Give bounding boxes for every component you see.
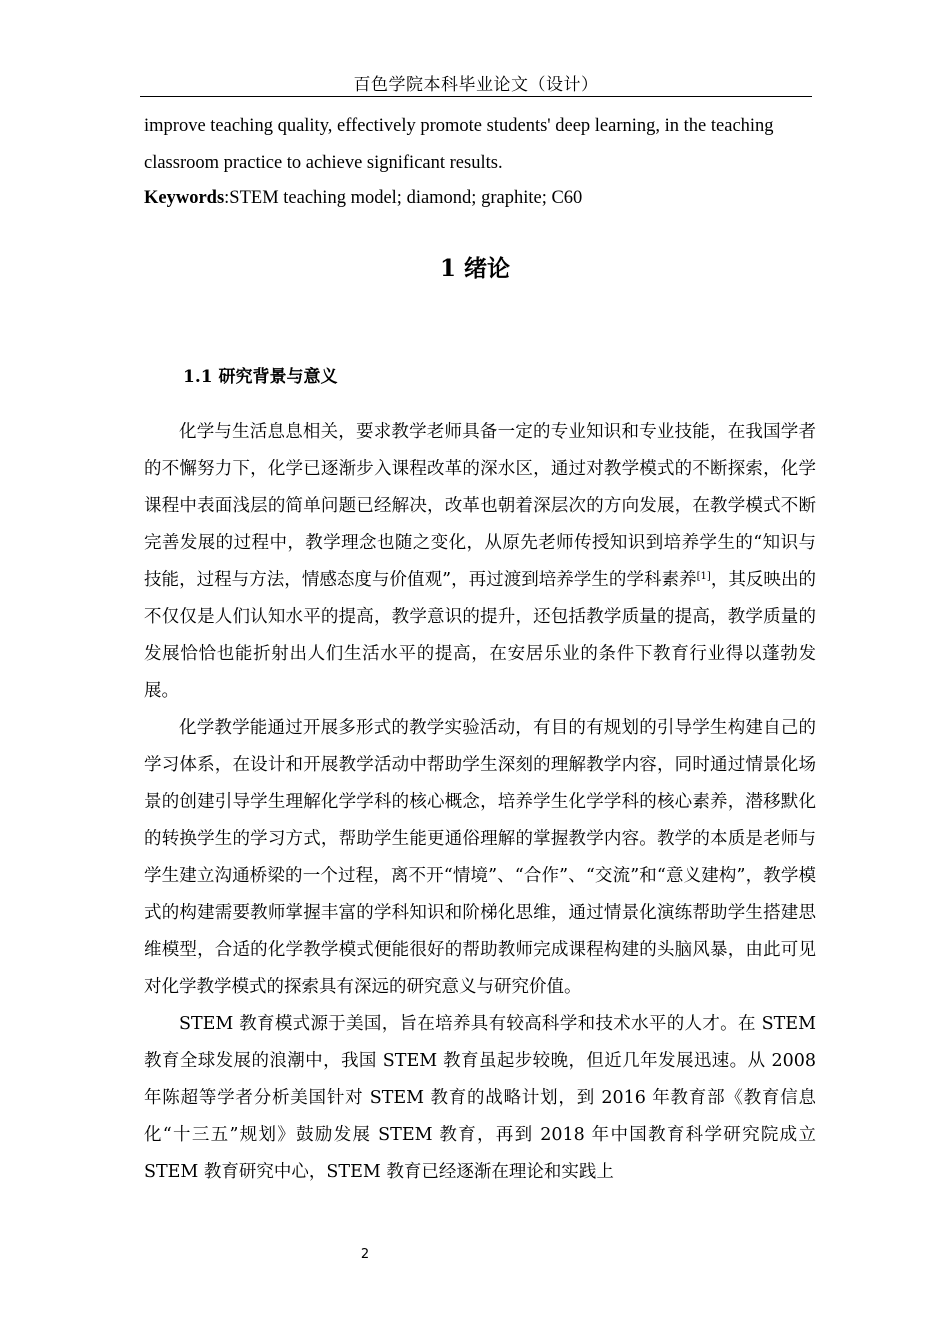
header-rule [140,96,812,97]
keywords-text: :STEM teaching model; diamond; graphite; C60 [224,188,583,208]
paragraph-1 [144,414,816,710]
page-number: 2 [360,1247,370,1262]
keywords-label: Keywords [144,188,225,208]
paragraph-1-text-b: ，其反映出的不仅仅是人们认知水平的提高，教学意识的提升，还包括教学质量的提高，教学质量的发展恰恰也能折射出人们生活水平的提高，在安居乐业的条件下教育行业得以蓬勃发展。 [144,570,816,701]
paragraph-1-text-a: 化学与生活息息相关，要求教学老师具备一定的专业知识和专业技能，在我国学者的不懈努力下，化学已逐渐步入课程改革的深水区，通过对教学模式的不断探索，化学课程中表面浅层的简单问题已经解决，改革也朝着深层次的方向发展，在教学模式不断完善发展的过程中，教学理念也随之变化，从原先老师传授知识到培养学生的“知识与技能，过程与方法，情感态度与价值观”，再过渡到培养学生的学科素养 [144,422,816,590]
paragraph-2: 化学教学能通过开展多形式的教学实验活动，有目的有规划的引导学生构建自己的学习体系，在设计和开展教学活动中帮助学生深刻的理解教学内容，同时通过情景化场景的创建引导学生理解化学学科的核心概念，培养学生化学学科的核心素养，潜移默化的转换学生的学习方式，帮助学生能更通俗理解的掌握教学内容。教学的本质是老师与学生建立沟通桥梁的一个过程，离不开“情境”、“合作”、“交流”和“意义建构”，教学模式的构建需要教师掌握丰富的学科知识和阶梯化思维，通过情景化演练帮助学生搭建思维模型，合适的化学教学模式便能很好的帮助教师完成课程构建的头脑风暴，由此可见对化学教学模式的探索具有深远的研究意义与研究价值。 [144,718,816,997]
chapter-title: 1 绪论 [439,255,510,282]
section-title: 1.1 研究背景与意义 [183,367,338,387]
abstract-line-1: improve teaching quality, effectively promote students' deep learning, in the teaching [144,116,774,136]
paragraph-3: STEM 教育模式源于美国，旨在培养具有较高科学和技术水平的人才。在 STEM 教育全球发展的浪潮中，我国 STEM 教育虽起步较晚，但近几年发展迅速。从 2008 年陈超等学者分析美国针对 STEM 教育的战略计划，到 2016 年教育部《教育信息化“十三五”规划》鼓励发展 STEM 教育，再到 2018 年中国教育科学研究院成立 STEM 教育研究中心，STEM 教育已经逐渐在理论和实践上 [144,1014,816,1182]
citation-ref: [1] [696,571,711,582]
abstract-line-2: classroom practice to achieve significant results. [144,153,503,173]
body-text [144,414,816,1191]
page-header: 百色学院本科毕业论文（设计） [353,75,599,95]
keywords-line [144,188,582,209]
